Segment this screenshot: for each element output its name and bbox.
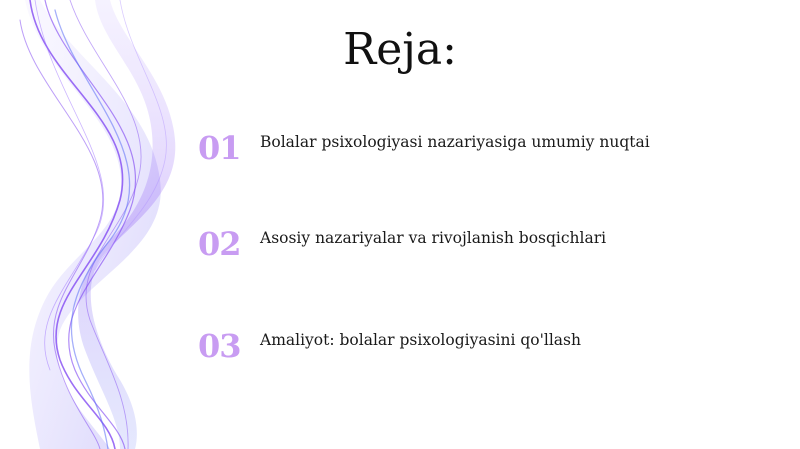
purple-smoke-wave-icon <box>0 0 230 449</box>
slide-title: Reja: <box>343 24 457 75</box>
list-item <box>198 224 758 264</box>
item-number: 02 <box>198 225 241 263</box>
list-item <box>198 326 758 366</box>
item-text: Bolalar psixologiyasi nazariyasiga umumiy nuqtai <box>260 133 650 151</box>
item-text: Amaliyot: bolalar psixologiyasini qo'llash <box>260 331 581 349</box>
list-item <box>198 128 758 168</box>
item-number: 01 <box>198 129 241 167</box>
item-text: Asosiy nazariyalar va rivojlanish bosqichlari <box>260 229 607 247</box>
item-number: 03 <box>198 327 241 365</box>
